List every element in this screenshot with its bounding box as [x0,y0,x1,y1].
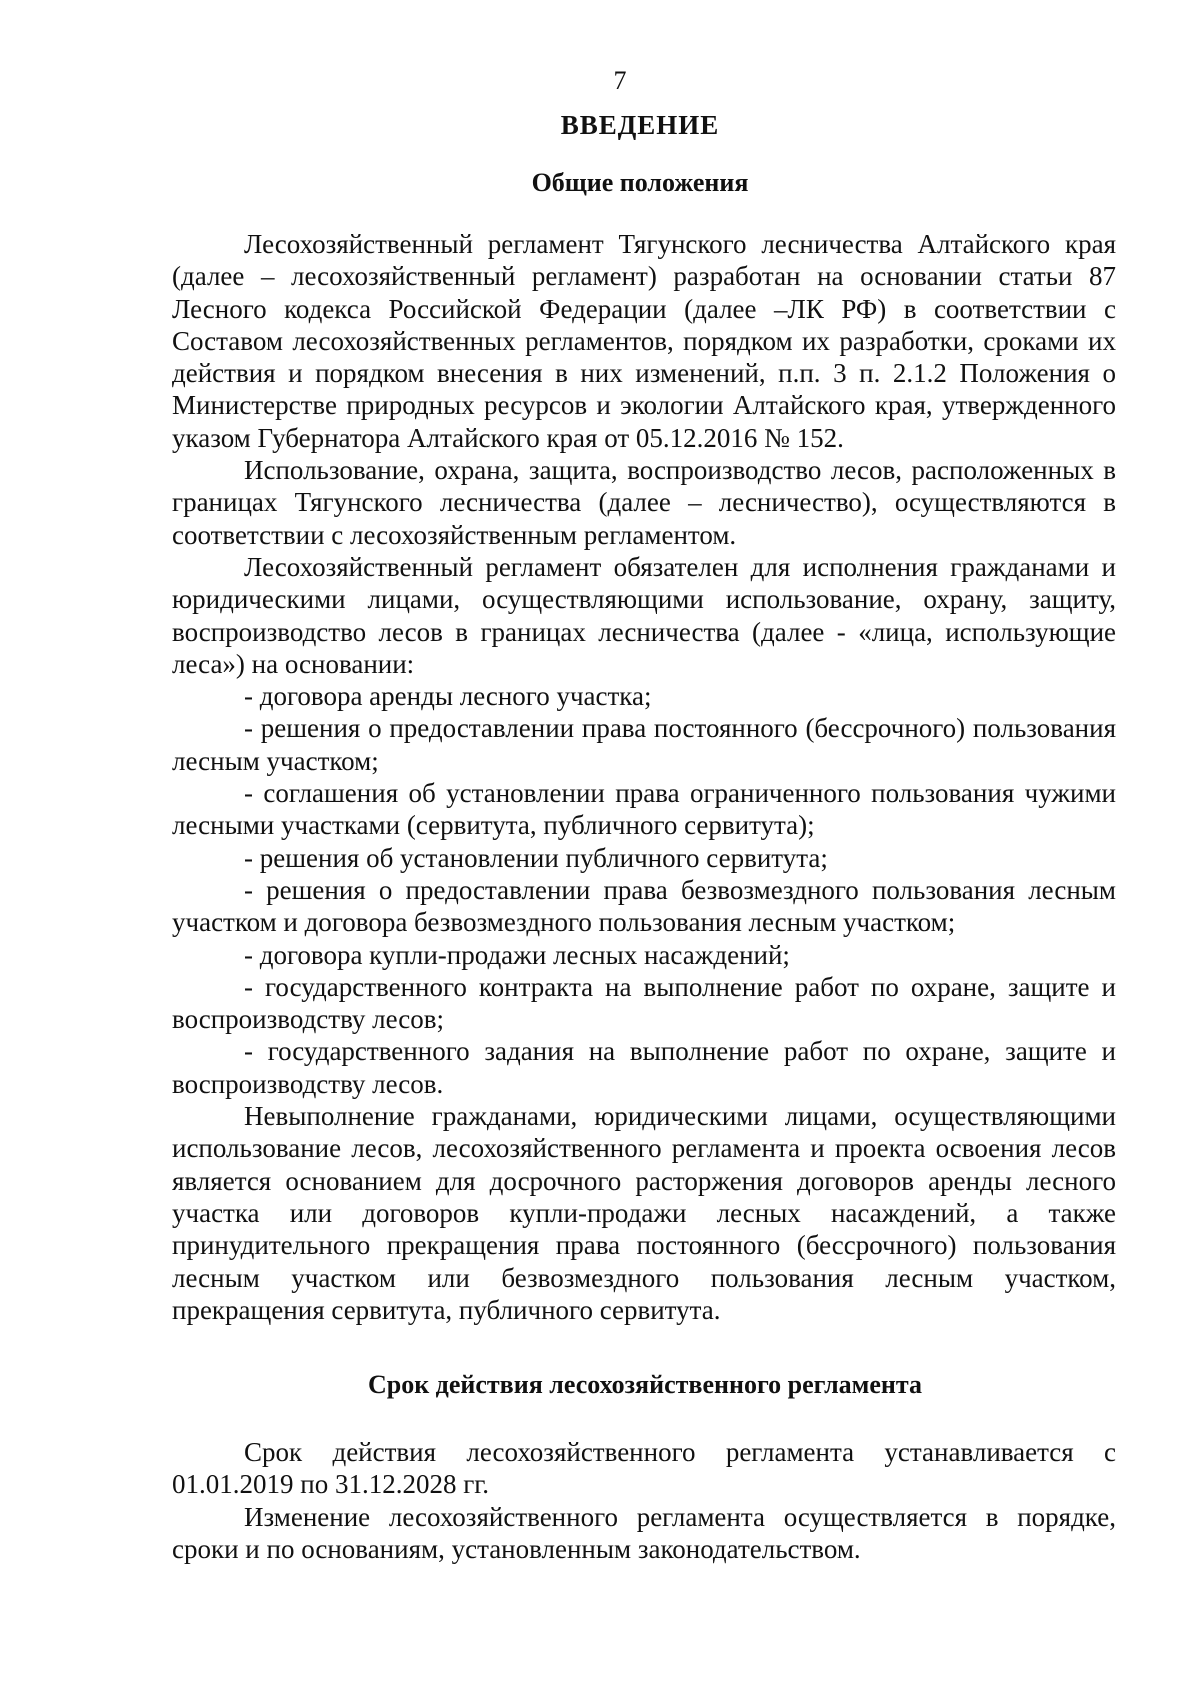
list-item: - государственного задания на выполнение работ по охране, защите и воспроизводству лесов. [172,1036,1116,1099]
section-term-body [172,1436,1116,1565]
paragraph: Лесохозяйственный регламент обязателен для исполнения гражданами и юридическими лицами, осуществляющими использование, охрану, защиту, воспроизводство лесов в границах лесничества (далее - «лица, использующие леса») на основании: [172,551,1116,679]
paragraph: Срок действия лесохозяйственного регламента устанавливается с 01.01.2019 по 31.12.2028 гг. [172,1437,1116,1500]
section-heading-term: Срок действия лесохозяйственного регламента [367,1370,923,1399]
list-item: - соглашения об установлении права ограниченного пользования чужими лесными участками (сервитута, публичного сервитута); [172,778,1116,841]
paragraph: Использование, охрана, защита, воспроизводство лесов, расположенных в границах Тягунского лесничества (далее – лесничество), осуществляются в соответствии с лесохозяйственным регламентом. [172,455,1116,550]
paragraph: Лесохозяйственный регламент Тягунского лесничества Алтайского края (далее – лесохозяйственный регламент) разработан на основании статьи 87 Лесного кодекса Российской Федерации (далее –ЛК РФ) в соответствии с Составом лесохозяйственных регламентов, порядком их разработки, сроками их действия и порядком внесения в них изменений, п.п. 3 п. 2.1.2 Положения о Министерстве природных ресурсов и экологии Алтайского края, утвержденного указом Губернатора Алтайского края от 05.12.2016 № 152. [172,229,1116,453]
paragraph: Невыполнение гражданами, юридическими лицами, осуществляющими использование лесов, лесохозяйственного регламента и проекта освоения лесов является основанием для досрочного расторжения договоров аренды лесного участка или договоров купли-продажи лесных насаждений, а также принудительного прекращения права постоянного (бессрочного) пользования лесным участком или безвозмездного пользования лесным участком, прекращения сервитута, публичного сервитута. [172,1101,1116,1325]
list-item: - решения об установлении публичного сервитута; [244,842,828,873]
list-item: - государственного контракта на выполнение работ по охране, защите и воспроизводству лесов; [172,971,1116,1035]
list-item: - решения о предоставлении права безвозмездного пользования лесным участком и договора безвозмездного пользования лесным участком; [172,874,1116,938]
page-title: ВВЕДЕНИЕ [560,110,720,140]
list-item: - договора аренды лесного участка; [244,681,652,712]
section-heading-general: Общие положения [531,168,749,197]
paragraph: Изменение лесохозяйственного регламента осуществляется в порядке, сроки и по основаниям, установленным законодательством. [172,1501,1116,1564]
page-number: 7 [613,66,627,95]
list-item: - решения о предоставлении права постоянного (бессрочного) пользования лесным участком; [172,713,1116,776]
section-general-body [172,228,1116,1326]
list-item: - договора купли-продажи лесных насаждений; [244,939,790,970]
